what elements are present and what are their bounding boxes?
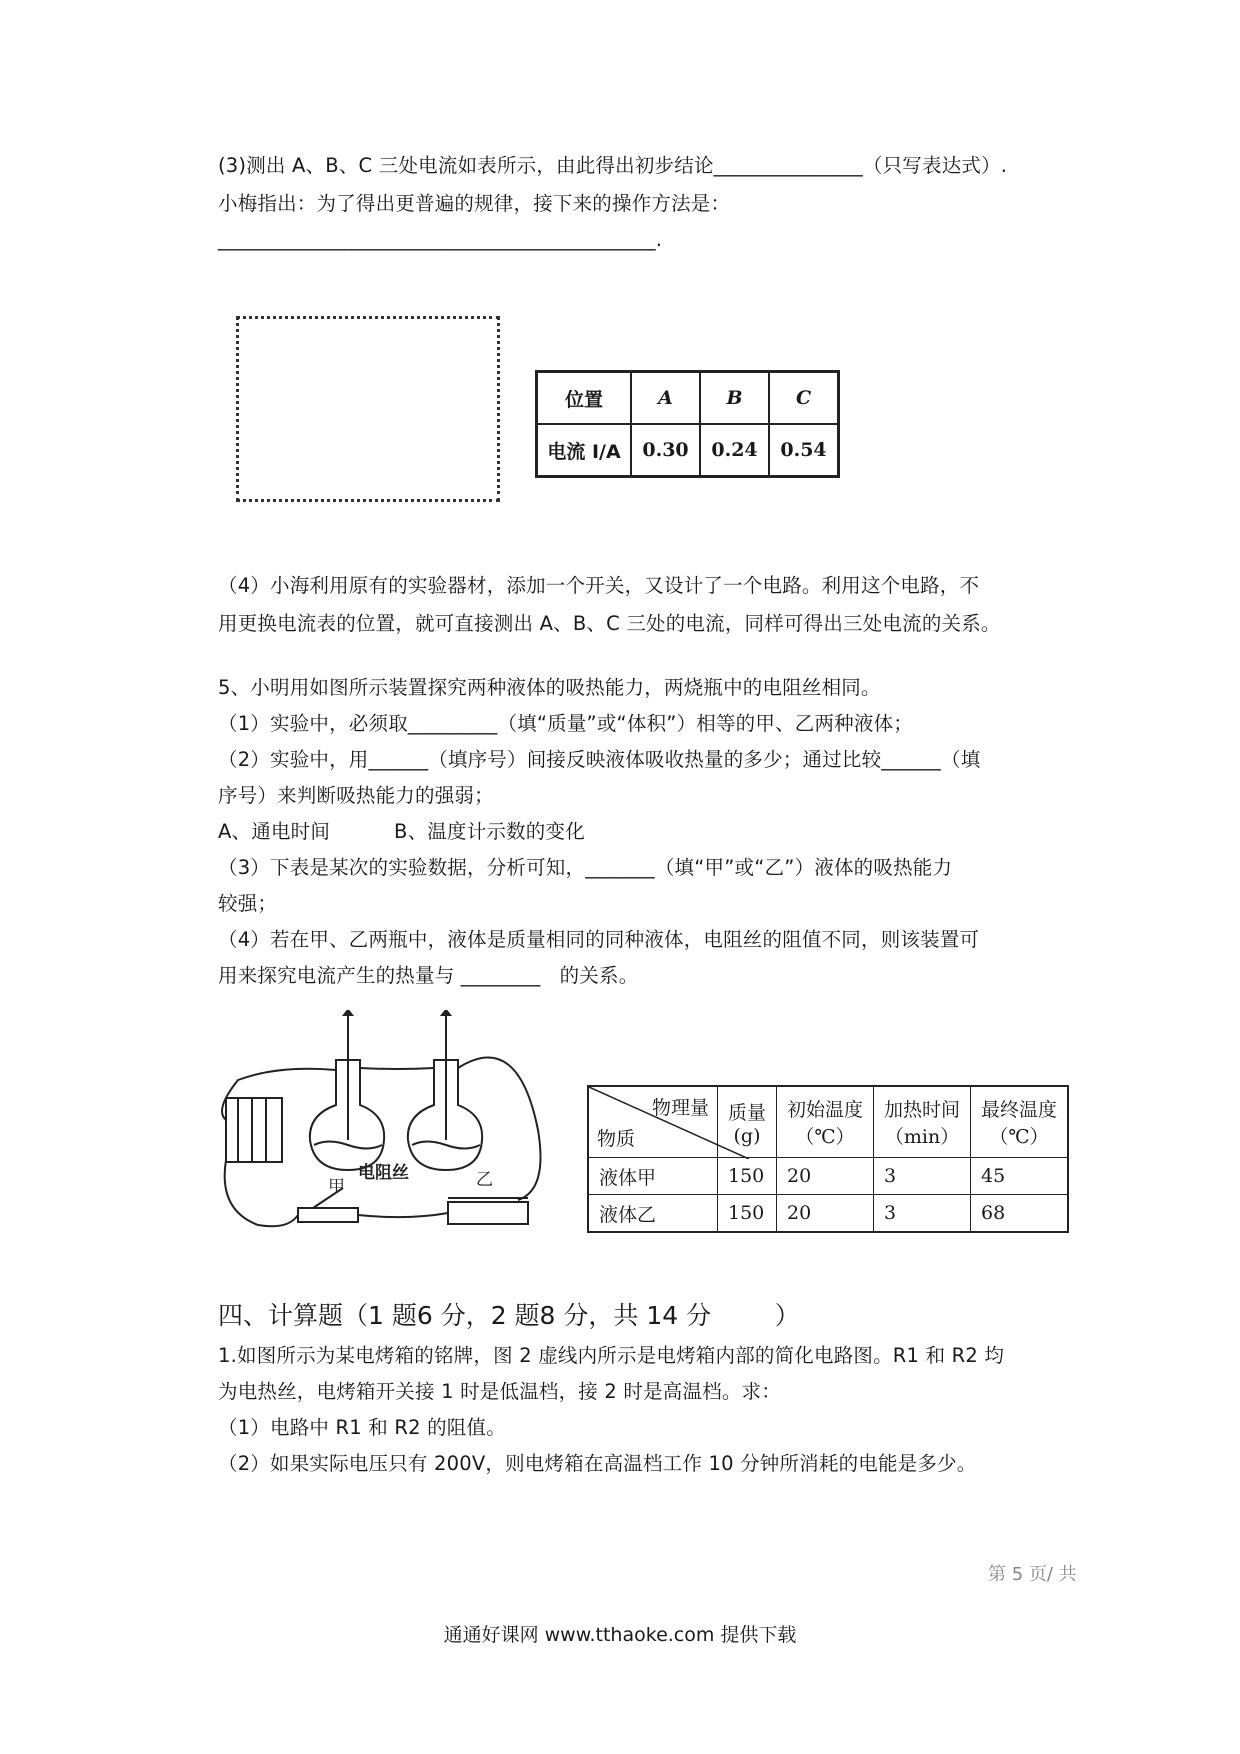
q4-line2: 用更换电流表的位置，就可直接测出 A、B、C 三处的电流，同样可得出三处电流的关系。 — [218, 612, 1001, 635]
heat-table-row — [588, 1195, 1068, 1233]
section4-q1b: 为电热丝，电烤箱开关接 1 时是低温档，接 2 时是高温档。求： — [218, 1380, 782, 1403]
heat-table-diagonal-cell — [588, 1086, 718, 1158]
heat-table-cell: 45 — [971, 1158, 1069, 1195]
battery-pack — [226, 1098, 282, 1162]
q3-line3: ____________________________________________. — [218, 228, 663, 251]
current-table-col-b: B — [700, 372, 769, 425]
section4-q1d: （2）如果实际电压只有 200V，则电烤箱在高温档工作 10 分钟所消耗的电能是多少。 — [218, 1452, 977, 1475]
heat-table-cell: 20 — [777, 1158, 874, 1195]
current-table-value-c: 0.54 — [769, 424, 839, 477]
current-table-header-row — [537, 372, 839, 425]
q5-options: A、通电时间 B、温度计示数的变化 — [218, 820, 585, 843]
section4-title: 四、计算题（1 题6 分，2 题8 分，共 14 分 ） — [218, 1301, 800, 1330]
q4-line1: （4）小海利用原有的实验器材，添加一个开关，又设计了一个电路。利用这个电路，不 — [218, 574, 980, 597]
heat-table-row — [588, 1158, 1068, 1195]
current-table-value-row — [537, 424, 839, 477]
heat-table-cell: 20 — [777, 1195, 874, 1233]
current-table — [535, 370, 840, 478]
q5-part3a: （3）下表是某次的实验数据，分析可知，_______（填“甲”或“乙”）液体的吸热能力 — [218, 856, 953, 879]
heat-table-cell: 3 — [874, 1158, 971, 1195]
heat-table-row-label: 液体甲 — [588, 1158, 718, 1195]
heat-table-header-init-temp — [777, 1086, 874, 1158]
label-wire: 电阻丝 — [358, 1163, 409, 1183]
q5-intro: 5、小明用如图所示装置探究两种液体的吸热能力，两烧瓶中的电阻丝相同。 — [218, 676, 881, 699]
heat-table-header-init-temp-unit: （℃） — [795, 1126, 855, 1148]
heat-table-header-heat-time-unit: （min） — [884, 1126, 960, 1148]
circuit-diagram-box — [236, 316, 500, 502]
heat-table-header-init-temp-name: 初始温度 — [787, 1099, 864, 1121]
q5-part2b: 序号）来判断吸热能力的强弱； — [218, 784, 494, 807]
heat-table-header-final-temp-name: 最终温度 — [981, 1099, 1058, 1121]
section4-q1a: 1.如图所示为某电烤箱的铭牌，图 2 虚线内所示是电烤箱内部的简化电路图。R1 和 R2 均 — [218, 1344, 1005, 1367]
label-yi: 乙 — [476, 1170, 493, 1190]
q5-part3b: 较强； — [218, 892, 278, 915]
current-table-row-label: 电流 I/A — [537, 424, 632, 477]
rheostat — [448, 1202, 528, 1224]
switch — [298, 1208, 358, 1222]
q5-part1: （1）实验中，必须取_________（填“质量”或“体积”）相等的甲、乙两种液体； — [218, 712, 913, 735]
current-table-value-b: 0.24 — [700, 424, 769, 477]
current-table-value-a: 0.30 — [631, 424, 700, 477]
heat-table-header-heat-time-name: 加热时间 — [884, 1099, 961, 1121]
heat-table-cell: 68 — [971, 1195, 1069, 1233]
heat-table-header-mass-unit: (g) — [733, 1124, 761, 1147]
q5-part4b: 用来探究电流产生的热量与 ________ 的关系。 — [218, 964, 639, 987]
heat-table-diag-top: 物理量 — [651, 1097, 709, 1119]
current-table-col-c: C — [769, 372, 839, 425]
q5-part4a: （4）若在甲、乙两瓶中，液体是质量相同的同种液体，电阻丝的阻值不同，则该装置可 — [218, 928, 980, 951]
heat-table-header-final-temp — [971, 1086, 1069, 1158]
footer-source: 通通好课网 www.tthaoke.com 提供下载 — [443, 1624, 797, 1646]
q3-line1: (3)测出 A、B、C 三处电流如表所示，由此得出初步结论_______________（只写表达式）. — [218, 154, 1008, 177]
q3-line2: 小梅指出：为了得出更普遍的规律，接下来的操作方法是： — [218, 192, 731, 215]
q5-part2a: （2）实验中，用______（填序号）间接反映液体吸收热量的多少；通过比较______（填 — [218, 748, 981, 771]
heat-table-cell: 150 — [718, 1195, 777, 1233]
heat-table — [587, 1085, 1069, 1233]
heat-table-row-label: 液体乙 — [588, 1195, 718, 1233]
section4-q1c: （1）电路中 R1 和 R2 的阻值。 — [218, 1416, 506, 1439]
current-table-header-label: 位置 — [537, 372, 632, 425]
heat-table-header-final-temp-unit: （℃） — [989, 1126, 1049, 1148]
page-number: 第 5 页/ 共 — [988, 1564, 1077, 1585]
label-jia: 甲 — [328, 1177, 345, 1197]
heat-table-header-heat-time — [874, 1086, 971, 1158]
heat-table-header-mass-name: 质量 — [728, 1101, 767, 1124]
heat-table-cell: 3 — [874, 1195, 971, 1233]
apparatus-illustration — [218, 1010, 558, 1250]
heat-table-cell: 150 — [718, 1158, 777, 1195]
heat-table-header-row — [588, 1086, 1068, 1158]
heat-table-diag-bottom: 物质 — [597, 1128, 636, 1150]
current-table-col-a: A — [631, 372, 700, 425]
